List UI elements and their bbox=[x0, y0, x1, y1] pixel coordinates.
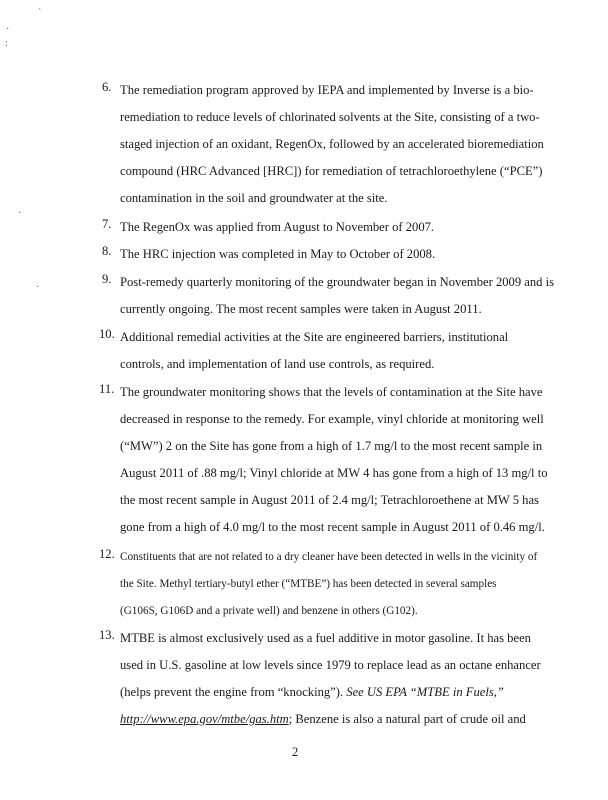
epa-link[interactable]: http://www.epa.gov/mtbe/gas.htm bbox=[120, 712, 289, 726]
paragraph-number: 9. bbox=[102, 272, 112, 286]
text-line: compound (HRC Advanced [HRC]) for remediation of tetrachloroethylene (“PCE”) bbox=[120, 164, 543, 178]
text-line: Constituents that are not related to a dry cleaner have been detected in wells in the vicinity of bbox=[120, 551, 538, 563]
paragraph-number: 8. bbox=[102, 244, 112, 258]
paragraph-13 bbox=[99, 628, 545, 736]
text-line: The groundwater monitoring shows that the levels of contamination at the Site have bbox=[120, 385, 543, 399]
paragraph-number: 7. bbox=[102, 217, 112, 231]
scan-mark: : bbox=[5, 38, 8, 49]
text-line: The HRC injection was completed in May to October of 2008. bbox=[120, 247, 436, 261]
paragraph-number: 12. bbox=[99, 547, 115, 561]
text-line: August 2011 of .88 mg/l; Vinyl chloride at MW 4 has gone from a high of 13 mg/l to bbox=[120, 466, 548, 480]
text-line: (G106S, G106D and a private well) and benzene in others (G102). bbox=[120, 605, 418, 617]
text-line: remediation to reduce levels of chlorinated solvents at the Site, consisting of a two- bbox=[120, 110, 540, 124]
text-segment: ; Benzene is also a natural part of crude oil and bbox=[288, 712, 526, 726]
text-line: The RegenOx was applied from August to November of 2007. bbox=[120, 220, 435, 234]
paragraph-number: 13. bbox=[99, 628, 115, 642]
paragraph-number: 11. bbox=[99, 382, 115, 396]
text-segment: (helps prevent the engine from “knocking”). bbox=[120, 685, 347, 699]
text-line: used in U.S. gasoline at low levels since 1979 to replace lead as an octane enhancer bbox=[120, 658, 541, 672]
text-line: currently ongoing. The most recent samples were taken in August 2011. bbox=[120, 302, 482, 316]
paragraph-8 bbox=[102, 244, 545, 271]
scan-mark: · bbox=[36, 282, 40, 293]
text-line: staged injection of an oxidant, RegenOx, followed by an accelerated bioremediation bbox=[120, 137, 544, 151]
text-line: MTBE is almost exclusively used as a fuel additive in motor gasoline. It has been bbox=[120, 631, 531, 645]
page-number: 2 bbox=[292, 745, 299, 759]
scan-mark: ` bbox=[38, 8, 42, 19]
scan-mark: · bbox=[18, 208, 22, 219]
scan-mark: · bbox=[6, 24, 10, 35]
paragraph-10 bbox=[99, 327, 545, 381]
paragraph-6 bbox=[102, 80, 545, 215]
text-line: Additional remedial activities at the Site are engineered barriers, institutional bbox=[120, 330, 509, 344]
text-line: The remediation program approved by IEPA and implemented by Inverse is a bio- bbox=[120, 83, 534, 97]
text-line: controls, and implementation of land use controls, as required. bbox=[120, 357, 435, 371]
text-line: decreased in response to the remedy. For example, vinyl chloride at monitoring well bbox=[120, 412, 544, 426]
text-line: Post-remedy quarterly monitoring of the groundwater began in November 2009 and is bbox=[120, 275, 555, 289]
text-line: (“MW”) 2 on the Site has gone from a high of 1.7 mg/l to the most recent sample in bbox=[120, 439, 543, 453]
text-line: contamination in the soil and groundwater at the site. bbox=[120, 191, 388, 205]
text-line: the Site. Methyl tertiary-butyl ether (“MTBE”) has been detected in several samples bbox=[120, 578, 497, 590]
paragraph-12 bbox=[99, 547, 545, 628]
paragraph-9 bbox=[102, 272, 555, 326]
text-line: gone from a high of 4.0 mg/l to the most recent sample in August 2011 of 0.46 mg/l. bbox=[120, 520, 545, 534]
text-line: the most recent sample in August 2011 of 2.4 mg/l; Tetrachloroethene at MW 5 has bbox=[120, 493, 539, 507]
paragraph-7 bbox=[102, 217, 545, 244]
text-line bbox=[120, 682, 545, 709]
paragraph-number: 10. bbox=[99, 327, 115, 341]
paragraph-11 bbox=[99, 382, 548, 544]
paragraph-number: 6. bbox=[102, 80, 112, 94]
text-line bbox=[120, 709, 545, 736]
citation: See US EPA “MTBE in Fuels,” bbox=[346, 685, 504, 699]
